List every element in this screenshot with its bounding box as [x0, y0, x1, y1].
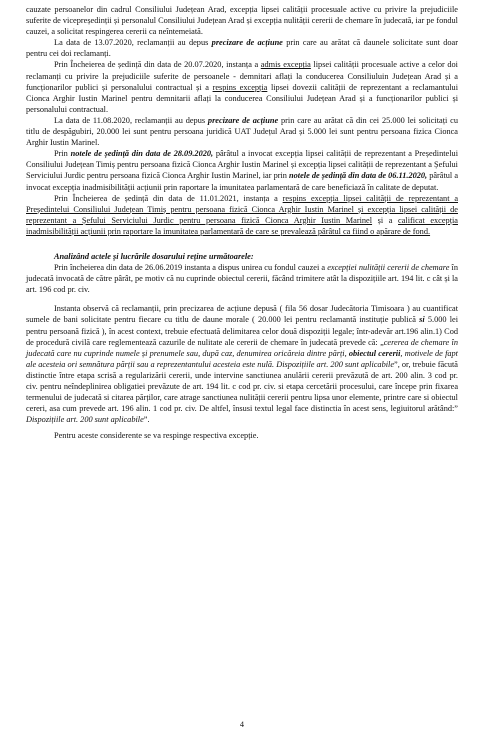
- text-run: prin care au arătat că daunele solicitate sunt doar pentru cei doi reclamanți.: [26, 38, 459, 59]
- text-run: precizare de acțiune: [211, 38, 283, 48]
- text-run: respins excepția lipsei calității de reprezentant a Președintelui Consiliului Județean Timiș pentru persoana fizică Cionca Arghir Iustin Marinel și excepția lipsei calității de reprezentant a Șefului Serviciului Jurdic pentru persoana fizică Cionca Arghir Iustin Marinel: [26, 193, 458, 225]
- text-run: 5.000 lei pentru persoană fizică ), în acest context, trebuie efectuată delimitarea celor două dispoziții legale; într-adevăr art.196 alin.1) Cod de procedură civilă care reglementează cazurile de nulitate ale cererii de chemare în judecată prevede că: „: [26, 315, 459, 347]
- text-run: Prin Încheierea de ședință din data de 20.07.2020, instanța a: [54, 60, 261, 70]
- text-run: prin care au arătat că din cei 25.000 lei solicitați cu titlu de despăgubiri, 20.000 lei sunt pentru persoana juridică UAT Județul Arad și 5.000 lei sunt pentru persoana fizica Cionca Arghir Iustin Marinel.: [26, 115, 459, 148]
- text-run: Prin: [54, 149, 71, 159]
- text-run: în judecată invocată de către pârât, pe motiv că nu cuprinde obiectul cererii, făcând trimitere atât la dispozițiile art. 194 lit. c cât și la art. 196 cod pr. civ.: [26, 263, 458, 295]
- paragraph-incheiere-26-06-2019: [26, 262, 458, 295]
- text-run: ”, or, trebuie făcută distinctie între etapa scrisă a regularizării cererii, unde intervine sanctiunea anulării cererii prevăzută de art. 200 alin. 3 cod pr. civ. pentru neîndeplinirea obligatiei prevăzute de art. 194 lit. c cod pr. civ. si etapa cercetării procesului, care începe prin fixarea termenului de judecată si citarea părților, care atrage sanctiunea nulității cererii pentru lipsa unor elemente, printre care si obiectul cereri, asa cum prevede art. 196 alin. 1 cod pr. civ. De altfel, însusi textul legal face distinctia în acest sens, legiuitorul arătând:”: [26, 359, 458, 414]
- text-run: cererea de chemare în judecată care nu cuprinde numele și prenumele sau, după caz, denumirea oricăreia dintre părți,: [26, 337, 458, 358]
- text-run: ”.: [143, 415, 150, 425]
- text-run: si: [419, 315, 425, 325]
- text-run: La data de 13.07.2020, reclamanții au depus: [54, 38, 212, 48]
- paragraph-exceptions-summary: [26, 4, 458, 37]
- text-run: cauzate persoanelor din cadrul Consiliului Județean Arad, excepția lipsei calității procesuale active cu privire la prejudiciile suferite de vicepreședinții și personalul Consiliului Județean Arad și excepția nulității cererii de chemare în judecată, iar pe fondul cauzei, a solicitat respingerea cererii ca neîntemeiată.: [26, 5, 458, 37]
- paragraph-analysis: [26, 303, 458, 425]
- text-run: notele de ședință din data de 28.09.2020,: [70, 149, 214, 159]
- text-run: Pentru aceste considerente se va respinge respectiva excepție.: [54, 431, 259, 441]
- text-run: , motivele de fapt ale acesteia ori semnătura părții sau a reprezentantului acesteia este nulă. Dispozițiile art. 200 sunt aplicabile: [26, 348, 458, 369]
- paragraph-precizare-13-07-2020: [26, 37, 458, 59]
- text-run: La data de 11.08.2020, reclamanții au depus: [54, 115, 208, 125]
- paragraph-precizare-11-08-2020: [26, 115, 458, 148]
- text-run: lipsei calității procesuale active a celor doi reclamanți cu privire la prejudiciile suferite de persoanele - demnitari aflați la conducerea Consiliuluin Județean Arad și a funcționarilor publici și personalului contractual și a: [26, 60, 458, 92]
- text-run: Dispozițiile art. 200 sunt aplicabile: [26, 415, 144, 425]
- text-run: admis excepția: [260, 60, 311, 70]
- text-run: obiectul cererii: [348, 348, 401, 358]
- text-run: excepției nulității cererii de chemare: [327, 263, 450, 273]
- page-number: 4: [239, 720, 245, 729]
- paragraph-conclusion: [26, 430, 458, 441]
- text-run: Analizând actele și lucrările dosarului reține următoarele:: [54, 251, 254, 261]
- text-run: precizare de acțiune: [207, 115, 279, 125]
- text-run: calificat excepția inadmisibilității acțiunii prin raportare la imunitatea parlamentară de care se prevalează pârâtul ca fiind o apărare de fond.: [26, 215, 458, 236]
- text-run: pârâtul a invocat excepția lipsei calității de reprezentant a Președintelui Consiliului Județean Timiș pentru persoana fizică Cionca Arghir Iustin Marinel și excepția lipsei calității de reprezentant a Șefului Serviciului Jurdic pentru persoana fizică Cionca Arghir Iustin Marinel, iar prin: [26, 149, 458, 181]
- paragraph-incheiere-20-07-2020: [26, 59, 458, 114]
- text-run: Prin încheierea din data de 26.06.2019 instanta a dispus unirea cu fondul cauzei a: [54, 263, 328, 273]
- section-heading: [26, 251, 458, 262]
- text-run: pârâtul a invocat excepția inadmisibilității acțiunii prin raportare la imunitatea parlamentară de care beneficiază în calitate de deputat.: [26, 171, 459, 192]
- text-run: respins excepția: [212, 82, 268, 92]
- paragraph-incheiere-11-01-2021: [26, 193, 458, 237]
- text-run: Prin Încheierea de ședință din data de 11.01.2021, instanța a: [54, 193, 283, 203]
- text-run: notele de ședință din data de 06.11.2020,: [289, 171, 428, 181]
- text-run: lipsei dovezii calității de reprezentant a reclamantului Cionca Arghir Iustin Marinel pentru demnitarii aflați la conducerea Consiliului Județean Arad și a funcționarilor publici și personalului contractual.: [26, 82, 458, 114]
- text-run: și a: [372, 215, 399, 225]
- paragraph-note-de-sedinta: [26, 148, 458, 192]
- text-run: Instanta observă că reclamanții, prin precizarea de acțiune depusă ( fila 56 dosar Judecătoria Timisoara ) au cuantificat sumele de bani solicitate pentru fiecare cu titlu de daune morale ( 20.000 lei pentru reclamantă instituție publică: [26, 304, 458, 325]
